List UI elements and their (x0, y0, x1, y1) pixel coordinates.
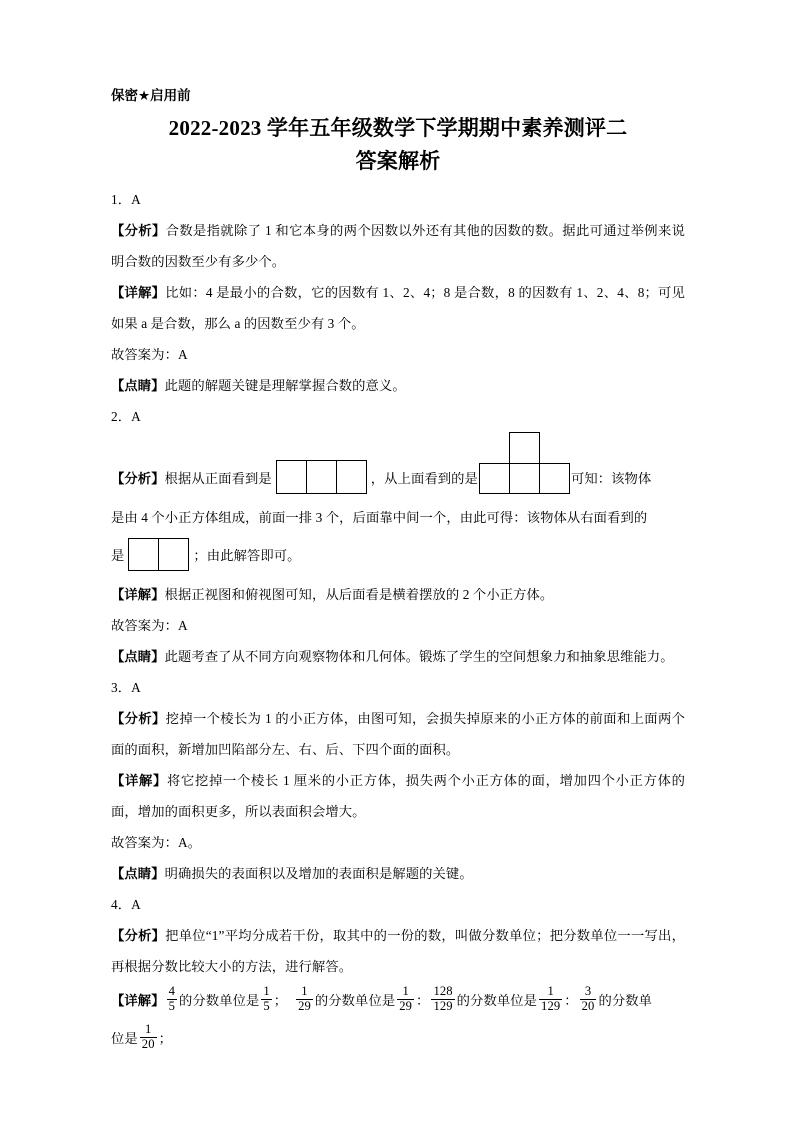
numerator: 1 (140, 1023, 157, 1038)
question-number: 1．A (111, 192, 141, 207)
answer-line (111, 703, 685, 765)
answer-line (111, 579, 685, 610)
section-text: ；由此解答即可。 (193, 548, 301, 563)
section-label: 【详解】 (111, 993, 165, 1008)
section-text: 是 (111, 548, 125, 563)
answer-line (111, 339, 685, 370)
section-text: 挖掉一个棱长为 1 的小正方体，由图可知，会损失掉原来的小正方体的前面和上面两个面的面积，新增加凹陷部分左、右、后、下四个面的面积。 (111, 711, 686, 757)
section-label: 【分析】 (111, 711, 166, 726)
section-label: 【分析】 (111, 223, 166, 238)
fraction-4-5 (167, 985, 177, 1013)
section-text: 的分数单位是 (179, 993, 260, 1008)
section-text: 此题考查了从不同方向观察物体和几何体。锻炼了学生的空间想象力和抽象思维能力。 (164, 649, 674, 664)
numerator: 3 (580, 985, 597, 1000)
denominator: 20 (581, 999, 595, 1014)
separator: ： (416, 993, 430, 1008)
right-view-figure (128, 538, 189, 571)
section-text: 故答案为：A (111, 618, 188, 633)
section-label: 【详解】 (111, 285, 166, 300)
answer-line (111, 502, 685, 533)
section-text: 故答案为：A (111, 347, 188, 362)
answer-line (111, 277, 685, 339)
answer-line (111, 215, 685, 277)
denominator: 29 (399, 999, 413, 1014)
answer-line (111, 610, 685, 641)
answer-line (111, 370, 685, 401)
fraction-unit-1-129 (539, 985, 562, 1013)
section-text: 根据从正面看到是 (164, 471, 272, 486)
page-title: 2022-2023 学年五年级数学下学期期中素养测评二 (168, 116, 628, 140)
answer-line (111, 827, 685, 858)
section-text: 根据正视图和俯视图可知，从后面看是横着摆放的 2 个小正方体。 (164, 587, 554, 602)
answer-line (111, 641, 685, 672)
section-text: 把单位“1”平均分成若干份，取其中的一份的数，叫做分数单位；把分数单位一一写出，再根据分数比较大小的方法，进行解答。 (111, 928, 685, 974)
question-number: 3．A (111, 680, 141, 695)
denominator: 129 (541, 999, 561, 1014)
answer-line (111, 858, 685, 889)
section-text: 比如：4 是最小的合数，它的因数有 1、2、4；8 是合数，8 的因数有 1、2、4、8；可见如果 a 是合数，那么 a 的因数至少有 3 个。 (111, 285, 685, 331)
page-subtitle: 答案解析 (355, 149, 441, 173)
numerator: 128 (433, 984, 453, 999)
section-text: 可知：该物体 (570, 471, 652, 486)
denominator: 29 (298, 999, 311, 1014)
section-text: ，从上面看到的是 (370, 471, 478, 486)
question-number: 4．A (111, 897, 141, 912)
numerator: 4 (168, 984, 175, 999)
answer-line-with-figure (111, 533, 685, 579)
denominator: 129 (433, 999, 453, 1014)
denominator: 5 (263, 999, 270, 1014)
section-label: 【分析】 (111, 471, 165, 486)
section-label: 【详解】 (111, 587, 165, 602)
section-text: 位是 (111, 1031, 138, 1046)
answer-line (111, 920, 685, 982)
page-content (111, 86, 685, 1058)
section-text: 故答案为：A。 (111, 835, 202, 850)
section-text: 的分数单位是 (314, 993, 396, 1008)
section-label: 【点睛】 (111, 866, 165, 881)
fraction-unit-1-20 (140, 1023, 157, 1051)
numerator: 1 (397, 985, 414, 1000)
fraction-unit-1-5 (261, 985, 271, 1013)
section-text: 的分数单 (598, 993, 653, 1008)
section-text: 此题的解题关键是理解掌握合数的意义。 (164, 378, 406, 393)
separator: ： (564, 993, 578, 1008)
numerator: 1 (296, 985, 313, 1000)
section-label: 【详解】 (111, 773, 167, 788)
answer-line (111, 765, 685, 827)
section-text: 将它挖掉一个棱长 1 厘米的小正方体，损失两个小正方体的面，增加四个小正方体的面，增加的面积更多，所以表面积会增大。 (111, 773, 685, 819)
numerator: 1 (539, 985, 562, 1000)
section-text: 是由 4 个小正方体组成，前面一排 3 个，后面靠中间一个，由此可得：该物体从右面看到的 (111, 510, 648, 525)
top-view-figure (479, 432, 570, 494)
numerator: 1 (263, 984, 270, 999)
answer-line-fractions-cont (111, 1020, 685, 1058)
separator: ； (273, 993, 288, 1008)
denominator: 5 (168, 999, 175, 1014)
fraction-1-29 (296, 985, 313, 1013)
answer-line-with-figures (111, 432, 685, 502)
fraction-unit-1-29 (397, 985, 414, 1013)
section-label: 【点睛】 (111, 378, 165, 393)
section-label: 【分析】 (111, 928, 166, 943)
answer-line-fractions (111, 982, 685, 1020)
section-text: 的分数单位是 (456, 993, 538, 1008)
section-text: 合数是指就除了 1 和它本身的两个因数以外还有其他的因数的数。据此可通过举例来说明合数的因数至少有多少个。 (111, 223, 686, 269)
separator: ； (158, 1031, 172, 1046)
front-view-figure (276, 460, 367, 494)
section-text: 明确损失的表面积以及增加的表面积是解题的关键。 (164, 866, 473, 881)
fraction-128-129 (431, 985, 454, 1013)
fraction-3-20 (580, 985, 597, 1013)
confidential-notice: 保密★启用前 (111, 88, 191, 104)
section-label: 【点睛】 (111, 649, 165, 664)
denominator: 20 (141, 1037, 155, 1052)
question-number: 2．A (111, 409, 141, 424)
